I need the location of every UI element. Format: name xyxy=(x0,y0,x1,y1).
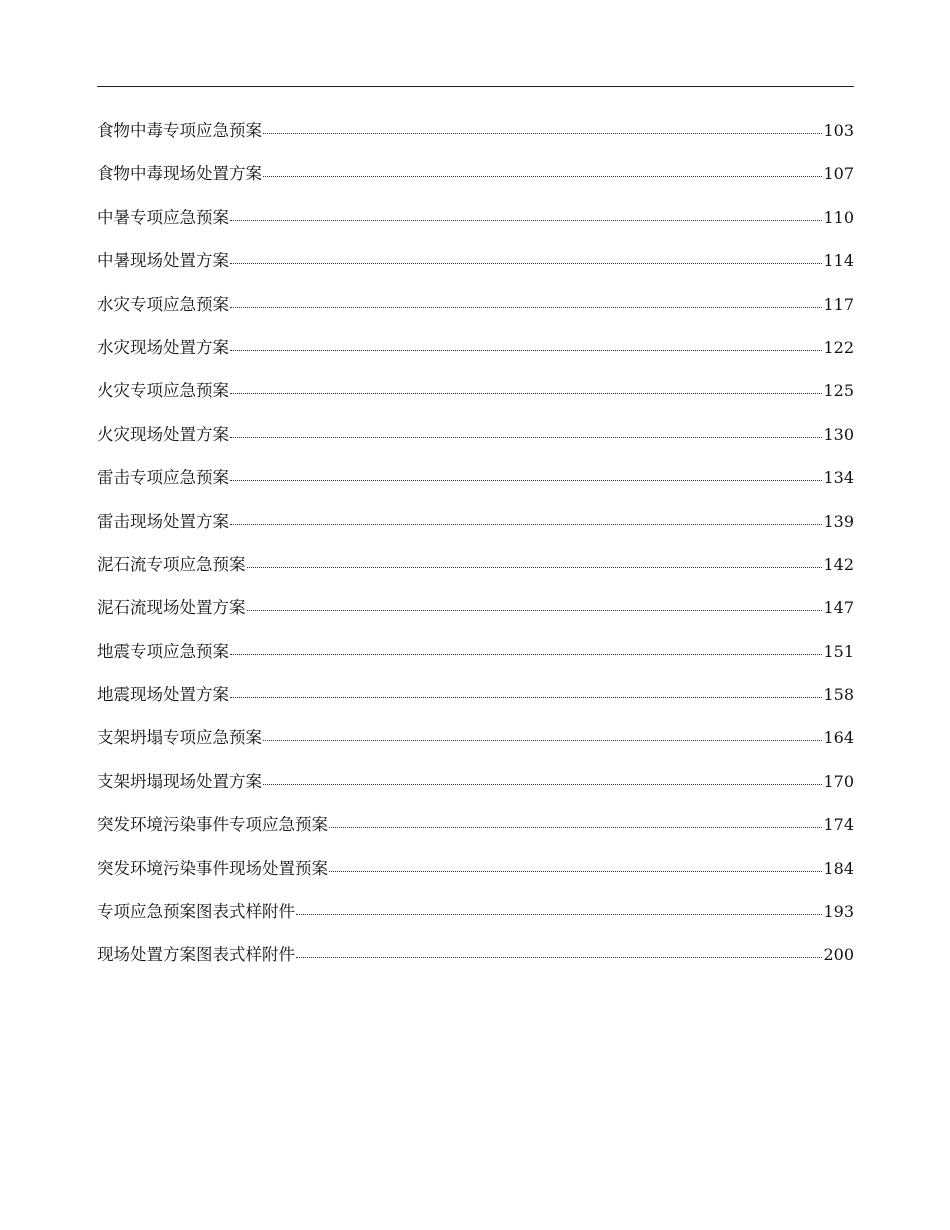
toc-entry-title: 专项应急预案图表式样附件 xyxy=(97,902,295,922)
toc-entry-page-number: 158 xyxy=(823,685,854,705)
toc-entry-page-number: 193 xyxy=(823,902,854,922)
toc-entry-page-number: 107 xyxy=(823,164,854,184)
toc-entry-page-number: 117 xyxy=(823,294,854,314)
toc-entry-title: 地震现场处置方案 xyxy=(97,685,229,705)
toc-dot-leader xyxy=(329,827,822,828)
toc-entry-page-number: 110 xyxy=(823,207,854,227)
toc-entry-page-number: 122 xyxy=(823,337,854,357)
toc-entry[interactable] xyxy=(97,586,854,629)
toc-entry-page-number: 151 xyxy=(823,641,854,661)
toc-dot-leader xyxy=(247,567,823,568)
toc-dot-leader xyxy=(230,393,822,394)
toc-entry-page-number: 103 xyxy=(823,121,854,140)
toc-entry[interactable] xyxy=(97,456,854,499)
toc-entry-page-number: 114 xyxy=(823,251,854,271)
toc-entry-title: 雷击现场处置方案 xyxy=(97,511,229,531)
toc-entry[interactable] xyxy=(97,847,854,890)
toc-entry[interactable] xyxy=(97,933,854,976)
toc-entry-title: 食物中毒现场处置方案 xyxy=(97,164,262,184)
toc-dot-leader xyxy=(230,480,822,481)
toc-entry-title: 火灾专项应急预案 xyxy=(97,381,229,401)
toc-entry-title: 中暑专项应急预案 xyxy=(97,207,229,227)
toc-dot-leader xyxy=(230,437,822,438)
toc-entry-title: 地震专项应急预案 xyxy=(97,641,229,661)
toc-entry[interactable] xyxy=(97,630,854,673)
toc-entry[interactable] xyxy=(97,543,854,586)
toc-entry-page-number: 147 xyxy=(823,598,854,618)
toc-entry[interactable] xyxy=(97,239,854,282)
header-rule xyxy=(97,86,854,87)
toc-dot-leader xyxy=(230,307,822,308)
toc-entry-title: 突发环境污染事件现场处置预案 xyxy=(97,858,328,878)
toc-entry-page-number: 139 xyxy=(823,511,854,531)
toc-dot-leader xyxy=(230,697,822,698)
toc-dot-leader xyxy=(263,176,822,177)
toc-entry-title: 水灾现场处置方案 xyxy=(97,337,229,357)
toc-entry[interactable] xyxy=(97,500,854,543)
toc-entry[interactable] xyxy=(97,109,854,152)
toc-entry[interactable] xyxy=(97,673,854,716)
toc-entry-title: 现场处置方案图表式样附件 xyxy=(97,945,295,965)
toc-dot-leader xyxy=(230,220,822,221)
toc-entry[interactable] xyxy=(97,890,854,933)
toc-dot-leader xyxy=(230,654,822,655)
toc-entry-title: 支架坍塌专项应急预案 xyxy=(97,728,262,748)
toc-entry-page-number: 170 xyxy=(823,771,854,791)
toc-entry-title: 火灾现场处置方案 xyxy=(97,424,229,444)
toc-entry-title: 雷击专项应急预案 xyxy=(97,468,229,488)
table-of-contents xyxy=(97,109,854,977)
toc-entry-page-number: 200 xyxy=(823,945,854,965)
toc-entry-title: 支架坍塌现场处置方案 xyxy=(97,771,262,791)
toc-entry[interactable] xyxy=(97,369,854,412)
toc-entry-page-number: 130 xyxy=(823,424,854,444)
toc-entry-title: 泥石流现场处置方案 xyxy=(97,598,246,618)
toc-entry[interactable] xyxy=(97,760,854,803)
toc-dot-leader xyxy=(230,263,822,264)
toc-entry-title: 泥石流专项应急预案 xyxy=(97,554,246,574)
toc-entry[interactable] xyxy=(97,283,854,326)
toc-entry[interactable] xyxy=(97,803,854,846)
toc-entry-page-number: 134 xyxy=(823,468,854,488)
toc-dot-leader xyxy=(296,914,822,915)
toc-entry[interactable] xyxy=(97,152,854,195)
toc-dot-leader xyxy=(329,871,822,872)
toc-entry[interactable] xyxy=(97,716,854,759)
toc-entry[interactable] xyxy=(97,196,854,239)
toc-entry-title: 中暑现场处置方案 xyxy=(97,251,229,271)
toc-dot-leader xyxy=(263,133,822,134)
toc-dot-leader xyxy=(230,524,822,525)
toc-dot-leader xyxy=(296,957,822,958)
toc-entry-page-number: 174 xyxy=(823,815,854,835)
toc-entry-title: 突发环境污染事件专项应急预案 xyxy=(97,815,328,835)
toc-entry[interactable] xyxy=(97,413,854,456)
toc-dot-leader xyxy=(263,740,822,741)
toc-dot-leader xyxy=(247,610,823,611)
toc-dot-leader xyxy=(263,784,822,785)
toc-entry[interactable] xyxy=(97,326,854,369)
toc-entry-page-number: 184 xyxy=(823,858,854,878)
toc-entry-page-number: 125 xyxy=(823,381,854,401)
toc-entry-title: 食物中毒专项应急预案 xyxy=(97,121,262,140)
toc-entry-title: 水灾专项应急预案 xyxy=(97,294,229,314)
toc-entry-page-number: 164 xyxy=(823,728,854,748)
toc-entry-page-number: 142 xyxy=(823,554,854,574)
toc-dot-leader xyxy=(230,350,822,351)
